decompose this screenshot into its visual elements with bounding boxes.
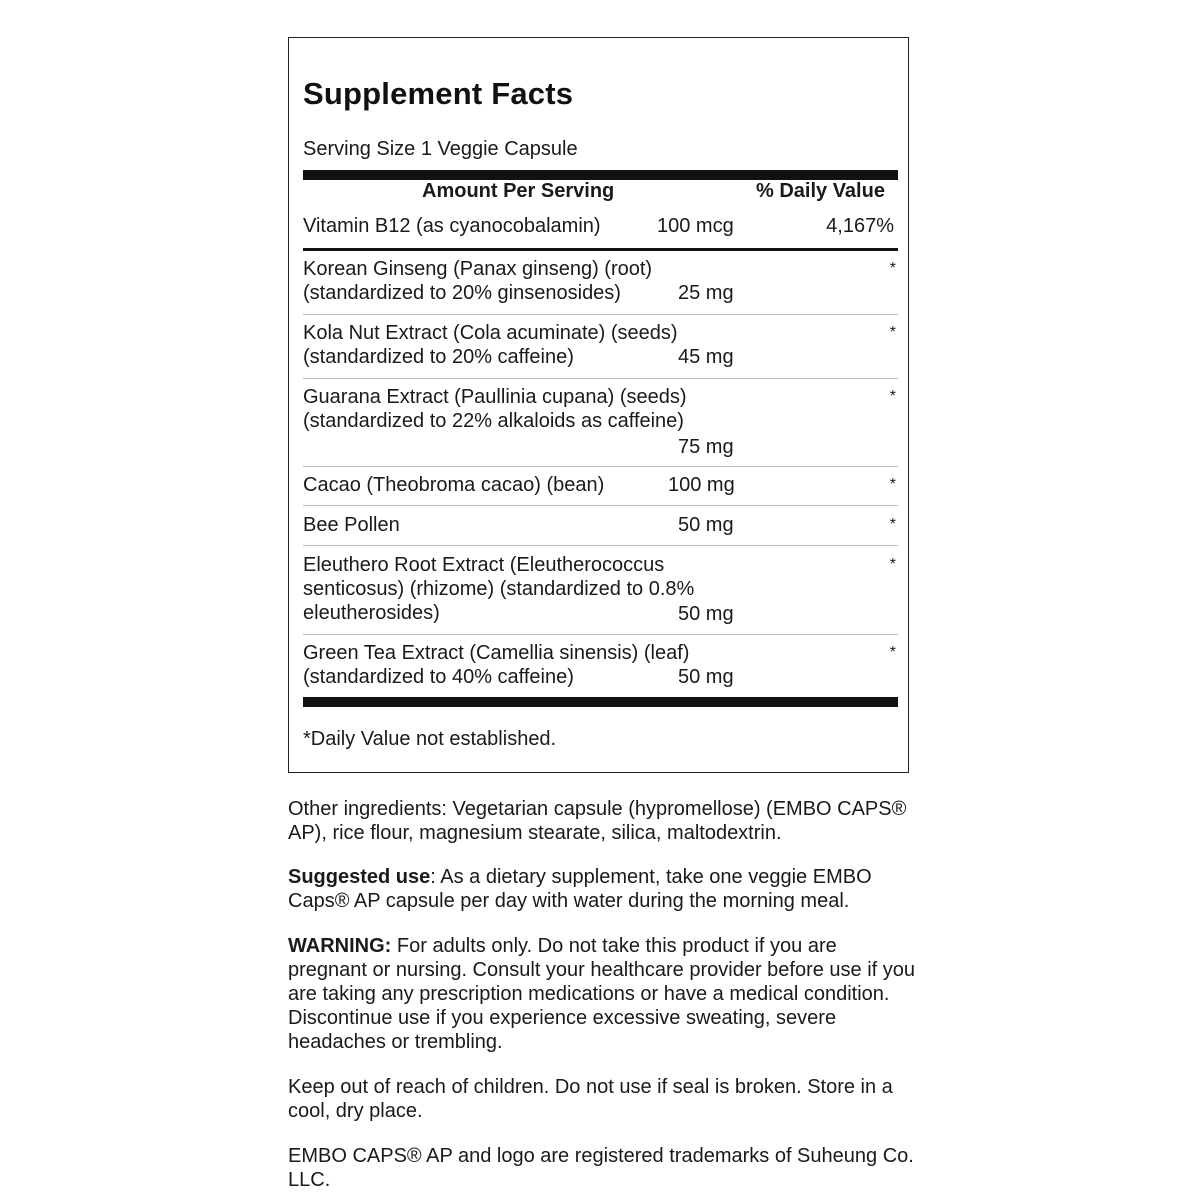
nutrient-name: Kola Nut Extract (Cola acuminate) (seeds) (standardized to 20% caffeine) xyxy=(303,322,678,368)
nutrient-name: Green Tea Extract (Camellia sinensis) (leaf) (standardized to 40% caffeine) xyxy=(303,642,690,688)
suggested-use-text: : As a dietary supplement, take one veggie EMBO Caps® AP capsule per day with water during the morning meal. xyxy=(288,866,872,912)
row-divider xyxy=(303,505,898,506)
nutrient-daily-value: * xyxy=(889,556,896,573)
nutrient-amount: 45 mg xyxy=(678,346,734,368)
vitamin-divider xyxy=(303,248,898,251)
nutrient-amount: 75 mg xyxy=(678,436,734,458)
nutrient-name: Guarana Extract (Paullinia cupana) (seeds) (standardized to 22% alkaloids as caffeine) xyxy=(303,386,687,432)
warning xyxy=(288,934,918,1054)
nutrient-name: Korean Ginseng (Panax ginseng) (root) (standardized to 20% ginsenosides) xyxy=(303,258,653,304)
nutrient-daily-value: * xyxy=(889,516,896,533)
trademark-notice: EMBO CAPS® AP and logo are registered trademarks of Suheung Co. LLC. xyxy=(288,1145,914,1191)
suggested-use xyxy=(288,865,918,913)
nutrient-amount: 50 mg xyxy=(678,666,734,688)
bottom-divider xyxy=(303,697,898,707)
nutrient-name: Bee Pollen xyxy=(303,514,400,536)
facts-title: Supplement Facts xyxy=(303,76,574,111)
row-divider xyxy=(303,466,898,467)
serving-size: Serving Size 1 Veggie Capsule xyxy=(303,138,578,160)
nutrient-daily-value: * xyxy=(889,260,896,277)
daily-value-header: % Daily Value xyxy=(756,180,885,202)
nutrient-amount: 100 mg xyxy=(668,474,735,496)
nutrient-amount: 50 mg xyxy=(678,603,734,625)
nutrient-name: Eleuthero Root Extract (Eleutherococcus senticosus) (rhizome) (standardized to 0.8% eleutherosides) xyxy=(303,554,695,624)
nutrient-name: Vitamin B12 (as cyanocobalamin) xyxy=(303,215,601,237)
storage-instructions: Keep out of reach of children. Do not use if seal is broken. Store in a cool, dry place. xyxy=(288,1076,893,1122)
warning-text: For adults only. Do not take this product if you are pregnant or nursing. Consult your healthcare provider before use if you are taking any prescription medications or have a medical condition. Discontinue use if you experience excessive sweating, severe headaches or trembling. xyxy=(288,935,916,1053)
row-divider xyxy=(303,545,898,546)
row-divider xyxy=(303,634,898,635)
daily-value-footnote: *Daily Value not established. xyxy=(303,728,557,750)
nutrient-amount: 50 mg xyxy=(678,514,734,536)
nutrient-amount: 25 mg xyxy=(678,282,734,304)
row-divider xyxy=(303,378,898,379)
nutrient-daily-value: * xyxy=(889,324,896,341)
row-divider xyxy=(303,314,898,315)
other-ingredients: Other ingredients: Vegetarian capsule (hypromellose) (EMBO CAPS® AP), rice flour, magnesium stearate, silica, maltodextrin. xyxy=(288,798,907,844)
supplement-facts-panel xyxy=(288,37,909,773)
nutrient-daily-value: * xyxy=(889,644,896,661)
nutrient-amount: 100 mcg xyxy=(657,215,734,237)
nutrient-daily-value: * xyxy=(889,476,896,493)
amount-header: Amount Per Serving xyxy=(422,180,615,202)
nutrient-name: Cacao (Theobroma cacao) (bean) xyxy=(303,474,605,496)
warning-label: WARNING: xyxy=(288,935,392,957)
suggested-use-label: Suggested use xyxy=(288,866,431,888)
nutrient-daily-value: * xyxy=(889,388,896,405)
nutrient-daily-value: 4,167% xyxy=(826,215,894,237)
top-divider xyxy=(303,170,898,180)
